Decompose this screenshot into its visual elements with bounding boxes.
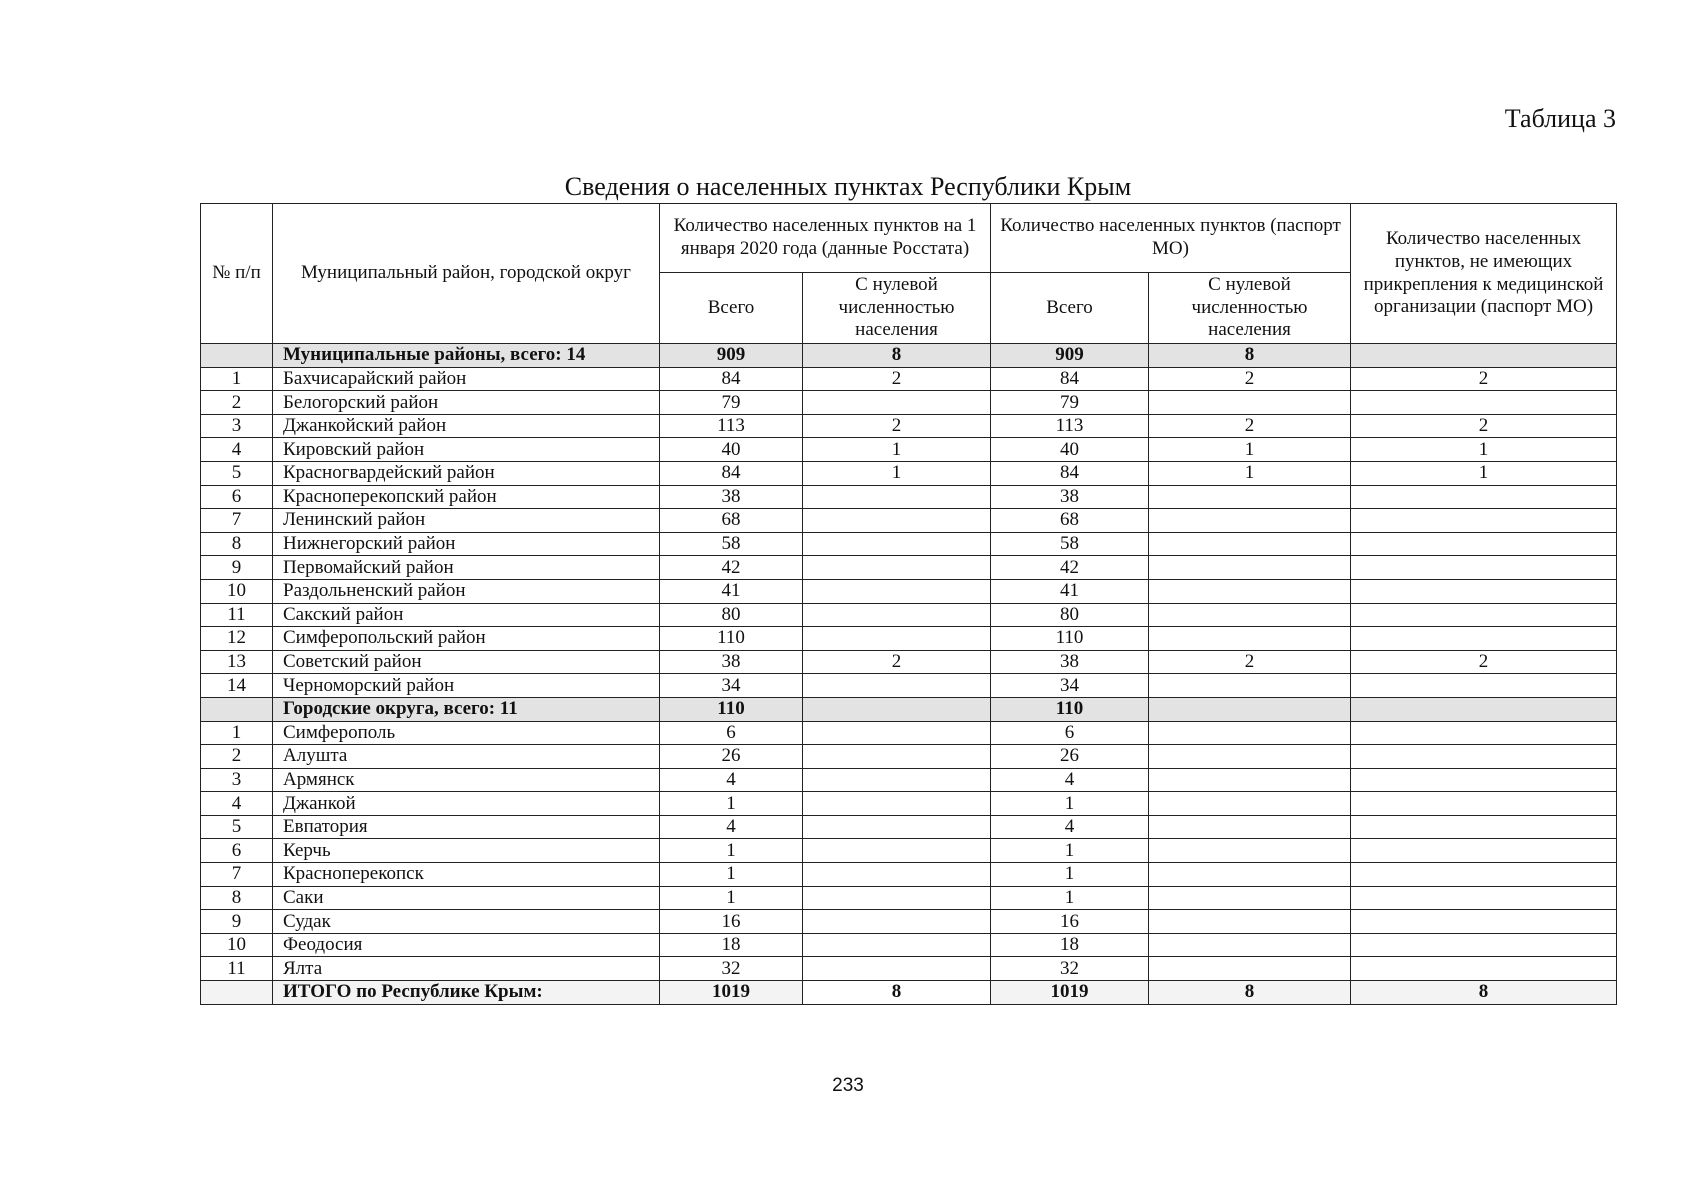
cell-p-total: 58 xyxy=(991,532,1149,556)
cell-p-total: 110 xyxy=(991,627,1149,651)
cell-r-total: 6 xyxy=(660,721,803,745)
cell-r-total: 32 xyxy=(660,957,803,981)
cell-p-zero xyxy=(1149,391,1351,415)
table-row xyxy=(201,910,1617,934)
cell-p-total: 110 xyxy=(991,697,1149,721)
table-row xyxy=(201,815,1617,839)
row-number: 7 xyxy=(201,509,273,533)
row-number-cell xyxy=(201,697,273,721)
cell-p-total: 84 xyxy=(991,461,1149,485)
table-row xyxy=(201,485,1617,509)
row-name: Судак xyxy=(273,910,660,934)
cell-p-total: 909 xyxy=(991,344,1149,368)
cell-p-zero: 8 xyxy=(1149,344,1351,368)
cell-none xyxy=(1351,579,1617,603)
row-name: Черноморский район xyxy=(273,674,660,698)
cell-p-total: 32 xyxy=(991,957,1149,981)
cell-none xyxy=(1351,745,1617,769)
header-rosstat-zero: С нулевой численностью населения xyxy=(803,273,991,344)
header-passport-total: Всего xyxy=(991,273,1149,344)
cell-r-total: 909 xyxy=(660,344,803,368)
cell-p-zero xyxy=(1149,509,1351,533)
cell-r-zero xyxy=(803,579,991,603)
table-row xyxy=(201,579,1617,603)
group-label: Городские округа, всего: 11 xyxy=(273,697,660,721)
row-number: 11 xyxy=(201,957,273,981)
cell-r-total: 110 xyxy=(660,627,803,651)
row-number: 10 xyxy=(201,579,273,603)
settlements-table xyxy=(200,203,1617,1005)
cell-p-total: 16 xyxy=(991,910,1149,934)
cell-r-zero xyxy=(803,933,991,957)
table-row xyxy=(201,461,1617,485)
header-passport-zero: С нулевой численностью населения xyxy=(1149,273,1351,344)
cell-p-total: 41 xyxy=(991,579,1149,603)
cell-none: 2 xyxy=(1351,414,1617,438)
header-passport: Количество населенных пунктов (паспорт МО) xyxy=(991,204,1351,273)
cell-r-zero: 2 xyxy=(803,414,991,438)
cell-r-zero xyxy=(803,815,991,839)
cell-none: 2 xyxy=(1351,650,1617,674)
row-number: 2 xyxy=(201,745,273,769)
cell-r-zero: 2 xyxy=(803,650,991,674)
cell-p-zero xyxy=(1149,839,1351,863)
cell-r-zero xyxy=(803,697,991,721)
table-label: Таблица 3 xyxy=(1504,104,1616,133)
cell-none xyxy=(1351,933,1617,957)
table-row xyxy=(201,933,1617,957)
row-name: Сакский район xyxy=(273,603,660,627)
header-rosstat-total: Всего xyxy=(660,273,803,344)
cell-p-total: 80 xyxy=(991,603,1149,627)
cell-p-zero xyxy=(1149,768,1351,792)
cell-p-zero xyxy=(1149,532,1351,556)
cell-r-total: 1 xyxy=(660,863,803,887)
row-number: 1 xyxy=(201,721,273,745)
cell-p-zero xyxy=(1149,556,1351,580)
row-name: Бахчисарайский район xyxy=(273,367,660,391)
row-name: Симферополь xyxy=(273,721,660,745)
document-title: Сведения о населенных пунктах Республики Крым xyxy=(564,172,1132,201)
cell-none xyxy=(1351,721,1617,745)
municipal-group-row xyxy=(201,344,1617,368)
cell-r-total: 1 xyxy=(660,886,803,910)
cell-none xyxy=(1351,886,1617,910)
row-number: 9 xyxy=(201,556,273,580)
cell-r-total: 84 xyxy=(660,461,803,485)
cell-r-zero xyxy=(803,509,991,533)
cell-p-total: 84 xyxy=(991,367,1149,391)
cell-none xyxy=(1351,603,1617,627)
cell-r-zero xyxy=(803,792,991,816)
table-row xyxy=(201,745,1617,769)
table-row xyxy=(201,863,1617,887)
cell-r-total: 18 xyxy=(660,933,803,957)
cell-p-zero xyxy=(1149,603,1351,627)
cell-r-total: 4 xyxy=(660,815,803,839)
cell-p-total: 4 xyxy=(991,815,1149,839)
header-num: № п/п xyxy=(201,204,273,344)
cell-r-total: 38 xyxy=(660,650,803,674)
cell-r-zero xyxy=(803,910,991,934)
cell-none xyxy=(1351,910,1617,934)
cell-r-zero: 8 xyxy=(803,344,991,368)
row-number-cell xyxy=(201,344,273,368)
cell-none: 2 xyxy=(1351,367,1617,391)
cell-none xyxy=(1351,344,1617,368)
cell-r-total: 38 xyxy=(660,485,803,509)
row-number: 5 xyxy=(201,461,273,485)
table-row xyxy=(201,957,1617,981)
table-row xyxy=(201,391,1617,415)
cell-r-zero xyxy=(803,627,991,651)
header-no-attachment: Количество населенных пунктов, не имеющих прикрепления к медицинской организации (паспорт МО) xyxy=(1351,204,1617,344)
row-number: 8 xyxy=(201,532,273,556)
row-number: 5 xyxy=(201,815,273,839)
cell-r-zero xyxy=(803,674,991,698)
table-row xyxy=(201,674,1617,698)
row-number: 14 xyxy=(201,674,273,698)
row-name: Саки xyxy=(273,886,660,910)
table-row xyxy=(201,367,1617,391)
table-row xyxy=(201,438,1617,462)
city-group-row xyxy=(201,697,1617,721)
cell-r-zero xyxy=(803,556,991,580)
table-row xyxy=(201,839,1617,863)
cell-p-zero xyxy=(1149,579,1351,603)
cell-r-total: 42 xyxy=(660,556,803,580)
cell-none: 1 xyxy=(1351,461,1617,485)
header-rosstat: Количество населенных пунктов на 1 января 2020 года (данные Росстата) xyxy=(660,204,991,273)
row-number: 10 xyxy=(201,933,273,957)
cell-p-total: 1 xyxy=(991,863,1149,887)
cell-none xyxy=(1351,391,1617,415)
row-number: 6 xyxy=(201,485,273,509)
cell-p-total: 1 xyxy=(991,792,1149,816)
cell-none xyxy=(1351,863,1617,887)
cell-p-total: 26 xyxy=(991,745,1149,769)
row-name: Симферопольский район xyxy=(273,627,660,651)
cell-none xyxy=(1351,697,1617,721)
total-row xyxy=(201,981,1617,1005)
row-name: Евпатория xyxy=(273,815,660,839)
cell-r-total: 58 xyxy=(660,532,803,556)
table-row xyxy=(201,650,1617,674)
cell-p-total: 34 xyxy=(991,674,1149,698)
cell-r-zero xyxy=(803,391,991,415)
cell-p-zero xyxy=(1149,745,1351,769)
cell-p-zero xyxy=(1149,863,1351,887)
row-name: Красногвардейский район xyxy=(273,461,660,485)
row-number: 12 xyxy=(201,627,273,651)
cell-p-zero xyxy=(1149,815,1351,839)
cell-p-total: 113 xyxy=(991,414,1149,438)
cell-r-zero xyxy=(803,745,991,769)
row-number: 3 xyxy=(201,414,273,438)
cell-p-total: 40 xyxy=(991,438,1149,462)
row-name: Красноперекопск xyxy=(273,863,660,887)
cell-p-zero xyxy=(1149,697,1351,721)
row-name: Советский район xyxy=(273,650,660,674)
cell-none xyxy=(1351,532,1617,556)
row-name: Армянск xyxy=(273,768,660,792)
cell-r-total: 26 xyxy=(660,745,803,769)
cell-r-zero: 1 xyxy=(803,461,991,485)
cell-p-zero xyxy=(1149,933,1351,957)
cell-none xyxy=(1351,957,1617,981)
cell-none xyxy=(1351,509,1617,533)
row-name: Раздольненский район xyxy=(273,579,660,603)
cell-p-total: 38 xyxy=(991,485,1149,509)
cell-p-total: 6 xyxy=(991,721,1149,745)
cell-p-total: 18 xyxy=(991,933,1149,957)
row-name: Нижнегорский район xyxy=(273,532,660,556)
cell-r-total: 16 xyxy=(660,910,803,934)
table-row xyxy=(201,556,1617,580)
total-label: ИТОГО по Республике Крым: xyxy=(273,981,660,1005)
cell-p-zero xyxy=(1149,792,1351,816)
cell-r-total: 34 xyxy=(660,674,803,698)
cell-r-zero xyxy=(803,768,991,792)
cell-r-total: 41 xyxy=(660,579,803,603)
cell-p-zero: 1 xyxy=(1149,438,1351,462)
cell-p-zero: 1 xyxy=(1149,461,1351,485)
cell-r-total: 110 xyxy=(660,697,803,721)
row-number: 7 xyxy=(201,863,273,887)
row-name: Первомайский район xyxy=(273,556,660,580)
cell-r-zero: 1 xyxy=(803,438,991,462)
row-number: 8 xyxy=(201,886,273,910)
cell-p-total: 4 xyxy=(991,768,1149,792)
table-row xyxy=(201,721,1617,745)
row-number: 1 xyxy=(201,367,273,391)
cell-p-zero xyxy=(1149,674,1351,698)
row-name: Белогорский район xyxy=(273,391,660,415)
cell-r-total: 113 xyxy=(660,414,803,438)
row-number-cell xyxy=(201,981,273,1005)
table-row xyxy=(201,768,1617,792)
cell-p-total: 38 xyxy=(991,650,1149,674)
cell-p-zero xyxy=(1149,485,1351,509)
cell-none xyxy=(1351,627,1617,651)
row-name: Ялта xyxy=(273,957,660,981)
cell-p-total: 42 xyxy=(991,556,1149,580)
row-number: 4 xyxy=(201,792,273,816)
cell-none xyxy=(1351,839,1617,863)
cell-r-total: 79 xyxy=(660,391,803,415)
cell-none xyxy=(1351,768,1617,792)
cell-r-total: 1 xyxy=(660,839,803,863)
table-row xyxy=(201,509,1617,533)
cell-r-zero xyxy=(803,839,991,863)
cell-r-zero xyxy=(803,721,991,745)
table-row xyxy=(201,532,1617,556)
row-name: Алушта xyxy=(273,745,660,769)
cell-p-total: 1 xyxy=(991,886,1149,910)
total-r-total: 1019 xyxy=(660,981,803,1005)
cell-r-zero xyxy=(803,603,991,627)
group-label: Муниципальные районы, всего: 14 xyxy=(273,344,660,368)
row-number: 11 xyxy=(201,603,273,627)
row-number: 4 xyxy=(201,438,273,462)
cell-p-zero xyxy=(1149,721,1351,745)
cell-p-total: 79 xyxy=(991,391,1149,415)
cell-r-total: 68 xyxy=(660,509,803,533)
cell-none xyxy=(1351,485,1617,509)
table-row xyxy=(201,603,1617,627)
row-number: 3 xyxy=(201,768,273,792)
row-name: Джанкойский район xyxy=(273,414,660,438)
cell-none xyxy=(1351,674,1617,698)
page-number: 233 xyxy=(832,1075,864,1096)
cell-none: 1 xyxy=(1351,438,1617,462)
header-name: Муниципальный район, городской округ xyxy=(273,204,660,344)
row-number: 6 xyxy=(201,839,273,863)
cell-r-total: 40 xyxy=(660,438,803,462)
total-p-zero: 8 xyxy=(1149,981,1351,1005)
cell-p-zero: 2 xyxy=(1149,650,1351,674)
row-number: 9 xyxy=(201,910,273,934)
cell-r-zero xyxy=(803,863,991,887)
table-row xyxy=(201,792,1617,816)
cell-r-total: 80 xyxy=(660,603,803,627)
cell-p-zero xyxy=(1149,910,1351,934)
row-number: 13 xyxy=(201,650,273,674)
total-r-zero: 8 xyxy=(803,981,991,1005)
total-p-total: 1019 xyxy=(991,981,1149,1005)
cell-p-zero: 2 xyxy=(1149,367,1351,391)
cell-p-zero xyxy=(1149,627,1351,651)
cell-r-total: 1 xyxy=(660,792,803,816)
cell-r-zero xyxy=(803,532,991,556)
row-name: Красноперекопский район xyxy=(273,485,660,509)
table-row xyxy=(201,627,1617,651)
row-name: Феодосия xyxy=(273,933,660,957)
row-name: Джанкой xyxy=(273,792,660,816)
cell-r-zero xyxy=(803,886,991,910)
row-name: Ленинский район xyxy=(273,509,660,533)
cell-p-total: 68 xyxy=(991,509,1149,533)
cell-p-zero xyxy=(1149,886,1351,910)
table-body xyxy=(201,344,1617,1005)
cell-none xyxy=(1351,556,1617,580)
row-name: Керчь xyxy=(273,839,660,863)
cell-p-zero: 2 xyxy=(1149,414,1351,438)
cell-r-total: 4 xyxy=(660,768,803,792)
total-none: 8 xyxy=(1351,981,1617,1005)
cell-none xyxy=(1351,815,1617,839)
cell-none xyxy=(1351,792,1617,816)
cell-p-total: 1 xyxy=(991,839,1149,863)
cell-r-zero xyxy=(803,485,991,509)
row-number: 2 xyxy=(201,391,273,415)
table-row xyxy=(201,886,1617,910)
cell-p-zero xyxy=(1149,957,1351,981)
cell-r-total: 84 xyxy=(660,367,803,391)
cell-r-zero xyxy=(803,957,991,981)
table-row xyxy=(201,414,1617,438)
cell-r-zero: 2 xyxy=(803,367,991,391)
row-name: Кировский район xyxy=(273,438,660,462)
